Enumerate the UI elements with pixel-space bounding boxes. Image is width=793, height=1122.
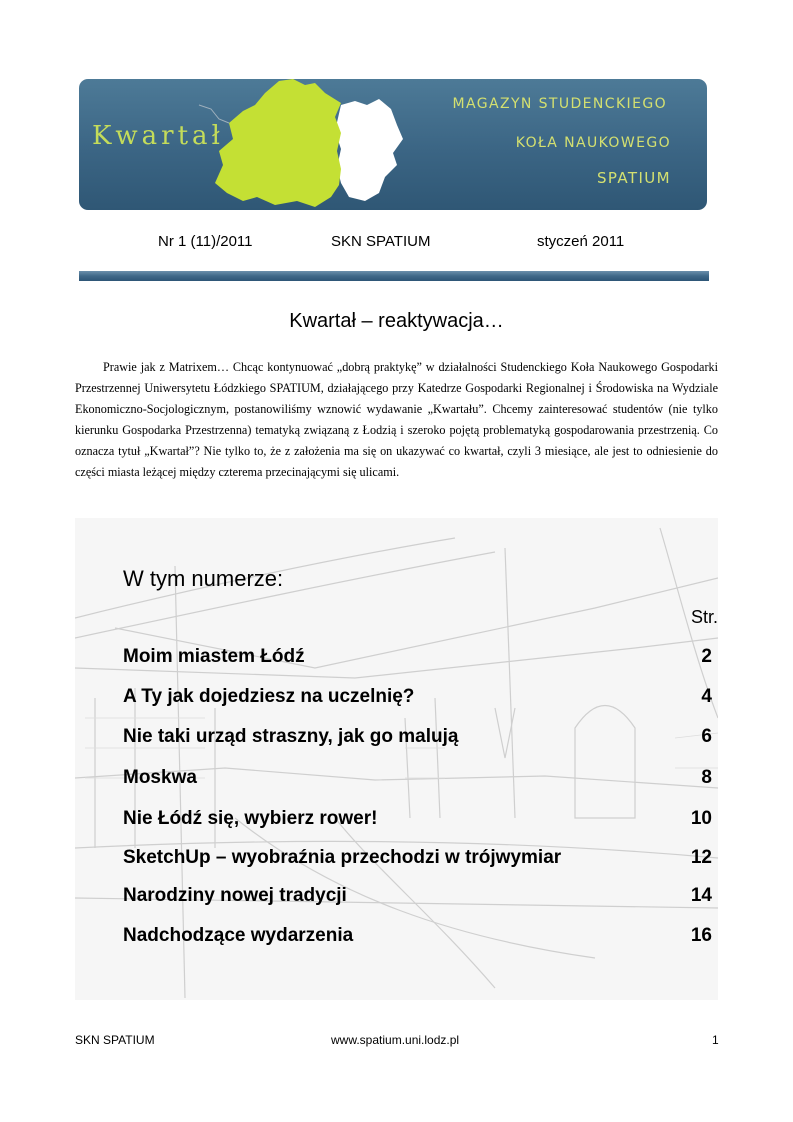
toc-item-page: 4 <box>701 686 712 707</box>
tagline-line-1: MAGAZYN STUDENCKIEGO <box>452 96 667 112</box>
toc-item-title: SketchUp – wyobraźnia przechodzi w trójwymiar <box>123 847 562 868</box>
toc-item-title: A Ty jak dojedziesz na uczelnię? <box>123 686 415 707</box>
footer-page-number: 1 <box>712 1033 719 1047</box>
issue-info-row <box>0 233 793 255</box>
toc-item-title: Nie Łódź się, wybierz rower! <box>123 808 378 829</box>
toc-item-title: Nie taki urząd straszny, jak go malują <box>123 726 459 747</box>
brand-wordmark <box>92 121 224 151</box>
toc-item[interactable] <box>123 808 718 834</box>
toc-item-page: 12 <box>690 847 712 868</box>
tagline-line-2: KOŁA NAUKOWEGO <box>515 135 671 151</box>
article-title: Kwartał – reaktywacja… <box>289 310 504 332</box>
article-intro: Prawie jak z Matrixem… Chcąc kontynuować „dobrą praktykę” w działalności Studenckiego Koła Naukowego Gospodarki Przestrzennej Uniwersytetu Łódzkiego SPATIUM, działającego przy Katedrze Gospodarki Regionalnej i Środowiska na Wydziale Ekonomiczno-Socjologicznym, postanowiliśmy wznowić wydawanie „Kwartału”. Chcemy zainteresować studentów (nie tylko kierunku Gospodarka Przestrzenna) tematyką związaną z Łodzią i szeroko pojętą problematyką gospodarowania przestrzenią. Co oznacza tytuł „Kwartał”? Nie tylko to, że z założenia ma się on ukazywać co kwartał, czyli 3 miesiące, ale jest to odniesienie do części miasta leżącej między czterema przecinającymi się ulicami. <box>75 360 718 479</box>
toc-item-page: 6 <box>701 726 712 747</box>
toc-heading: W tym numerze: <box>123 566 284 591</box>
toc-item[interactable] <box>123 925 718 951</box>
toc-item[interactable] <box>123 726 718 752</box>
toc-item-title: Moskwa <box>123 767 197 788</box>
toc-item[interactable] <box>123 847 718 873</box>
toc-item-title: Narodziny nowej tradycji <box>123 885 347 906</box>
issue-publisher: SKN SPATIUM <box>331 233 431 250</box>
toc-background-photo <box>75 518 718 1000</box>
magazine-banner <box>79 79 707 210</box>
issue-number: Nr 1 (11)/2011 <box>158 233 253 250</box>
toc-item-title: Moim miastem Łódź <box>123 646 305 667</box>
toc-item[interactable] <box>123 767 718 793</box>
toc-item-page: 16 <box>690 925 712 946</box>
toc-item-page: 10 <box>690 808 712 829</box>
toc-item[interactable] <box>123 686 718 712</box>
toc-item-page: 2 <box>701 646 712 667</box>
tagline-line-3: SPATIUM <box>596 169 671 187</box>
footer-publisher: SKN SPATIUM <box>75 1033 155 1047</box>
toc-item-page: 14 <box>690 885 712 906</box>
header-divider <box>79 271 709 281</box>
toc-item[interactable] <box>123 646 718 672</box>
toc-item[interactable] <box>123 885 718 911</box>
toc-item-page: 8 <box>701 767 712 788</box>
toc-item-title: Nadchodzące wydarzenia <box>123 925 354 946</box>
issue-date: styczeń 2011 <box>537 233 625 250</box>
brand-text: Kwartał <box>92 121 224 151</box>
footer-website-link[interactable]: www.spatium.uni.lodz.pl <box>331 1033 460 1047</box>
toc-page-label: Str. <box>690 607 718 627</box>
